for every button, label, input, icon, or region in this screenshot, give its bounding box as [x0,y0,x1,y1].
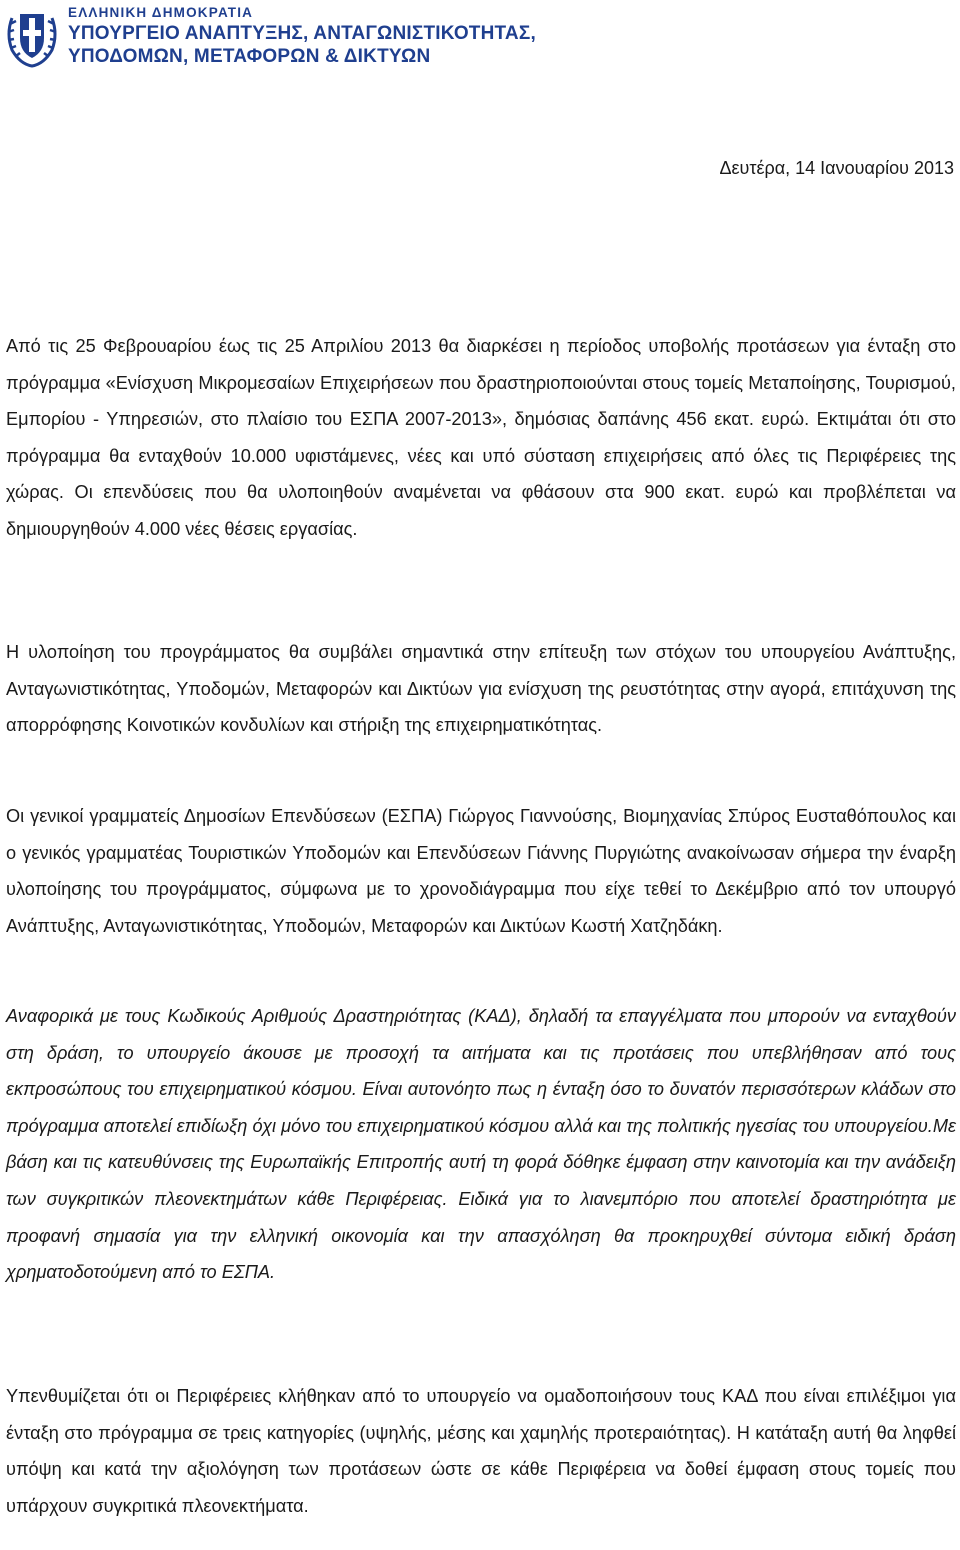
paragraph-4: Αναφορικά με τους Κωδικούς Αριθμούς Δραστηριότητας (ΚΑΔ), δηλαδή τα επαγγέλματα που μπορούν να ενταχθούν στη δράση, το υπουργείο άκουσε με προσοχή τα αιτήματα και τις προτάσεις που υπεβλήθησαν από τους εκπροσώπους του επιχειρηματικού κόσμου. Είναι αυτονόητο πως η ένταξη όσο το δυνατόν περισσότερων κλάδων στο πρόγραμμα αποτελεί επιδίωξη όχι μόνο του επιχειρηματικού κόσμου αλλά και της πολιτικής ηγεσίας του υπουργείου.Με βάση και τις κατευθύνσεις της Ευρωπαϊκής Επιτροπής αυτή τη φορά δόθηκε έμφαση στην καινοτομία και την ανάδειξη των συγκριτικών πλεονεκτημάτων κάθε Περιφέρειας. Ειδικά για το λιανεμπόριο που αποτελεί δραστηριότητα με προφανή σημασία για την ελληνική οικονομία και την απασχόληση θα προκηρυχθεί σύντομα ειδική δράση χρηματοδοτούμενη από το ΕΣΠΑ. [6,1006,956,1283]
paragraph-1: Από τις 25 Φεβρουαρίου έως τις 25 Απριλίου 2013 θα διαρκέσει η περίοδος υποβολής προτάσεων για ένταξη στο πρόγραμμα «Ενίσχυση Μικρομεσαίων Επιχειρήσεων που δραστηριοποιούνται στους τομείς Μεταποίησης, Τουρισμού, Εμπορίου - Υπηρεσιών, στο πλαίσιο του ΕΣΠΑ 2007-2013», δημόσιας δαπάνης 456 εκατ. ευρώ. Εκτιμάται ότι στο πρόγραμμα θα ενταχθούν 10.000 υφιστάμενες, νέες και υπό σύσταση επιχειρήσεις από όλες τις Περιφέρειες της χώρας. Οι επενδύσεις που θα υλοποιηθούν αναμένεται να φθάσουν στα 900 εκατ. ευρώ και προβλέπεται να δημιουργηθούν 4.000 νέες θέσεις εργασίας. [6,336,956,539]
letterhead-ministry-line1: ΥΠΟΥΡΓΕΙΟ ΑΝΑΠΤΥΞΗΣ, ΑΝΤΑΓΩΝΙΣΤΙΚΟΤΗΤΑΣ, [68,23,536,44]
letterhead-ministry-line2: ΥΠΟΔΟΜΩΝ, ΜΕΤΑΦΟΡΩΝ & ΔΙΚΤΥΩΝ [68,46,431,67]
document-date: Δευτέρα, 14 Ιανουαρίου 2013 [719,158,954,178]
letterhead-country: ΕΛΛΗΝΙΚΗ ΔΗΜΟΚΡΑΤΙΑ [68,5,254,20]
paragraph-3: Οι γενικοί γραμματείς Δημοσίων Επενδύσεων (ΕΣΠΑ) Γιώργος Γιαννούσης, Βιομηχανίας Σπύρος Ευσταθόπουλος και ο γενικός γραμματέας Τουριστικών Υποδομών και Επενδύσεων Γιάννης Πυργιώτης ανακοίνωσαν σήμερα την έναρξη υλοποίησης του προγράμματος, σύμφωνα με το χρονοδιάγραμμα που είχε τεθεί το Δεκέμβριο από τον υπουργό Ανάπτυξης, Ανταγωνιστικότητας, Υποδομών, Μεταφορών και Δικτύων Κωστή Χατζηδάκη. [6,806,956,936]
greek-coat-of-arms-icon [4,4,60,68]
paragraph-2: Η υλοποίηση του προγράμματος θα συμβάλει σημαντικά στην επίτευξη των στόχων του υπουργείου Ανάπτυξης, Ανταγωνιστικότητας, Υποδομών, Μεταφορών και Δικτύων για ενίσχυση της ρευστότητας στην αγορά, επιτάχυνση της απορρόφησης Κοινοτικών κονδυλίων και στήριξη της επιχειρηματικότητας. [6,642,956,736]
letterhead [4,2,704,70]
paragraph-5: Υπενθυμίζεται ότι οι Περιφέρειες κλήθηκαν από το υπουργείο να ομαδοποιήσουν τους ΚΑΔ που είναι επιλέξιμοι για ένταξη στο πρόγραμμα σε τρεις κατηγορίες (υψηλής, μέσης και χαμηλής προτεραιότητας). Η κατάταξη αυτή θα ληφθεί υπόψη και κατά την αξιολόγηση των προτάσεων ώστε σε κάθε Περιφέρεια να δοθεί έμφαση στους τομείς που υπάρχουν συγκριτικά πλεονεκτήματα. [6,1386,956,1516]
